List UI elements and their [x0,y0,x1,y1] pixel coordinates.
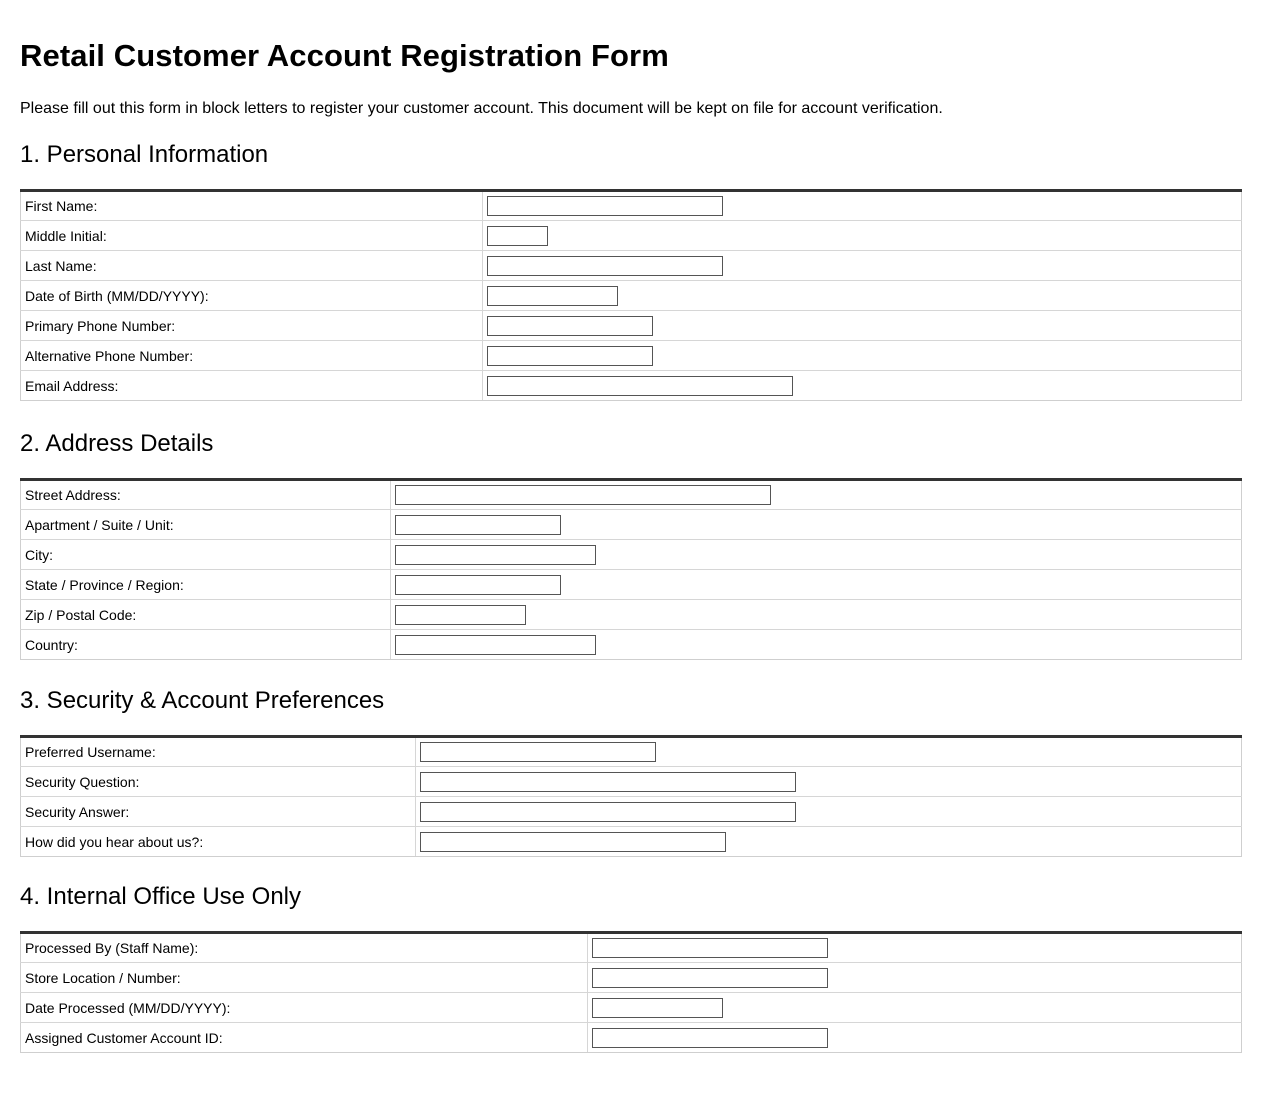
table-row [21,737,1242,767]
field-label: Security Question: [21,767,416,797]
store-location-field[interactable] [592,968,828,988]
table-row [21,933,1242,963]
field-label: Middle Initial: [21,221,483,251]
last-name-field[interactable] [487,256,723,276]
table-row [21,630,1242,660]
field-label: How did you hear about us?: [21,827,416,857]
table-row [21,281,1242,311]
table-row [21,510,1242,540]
field-label: Street Address: [21,480,391,510]
first-name-field[interactable] [487,196,723,216]
security-preferences-table [20,735,1242,857]
security-answer-field[interactable] [420,802,796,822]
table-row [21,480,1242,510]
street-address-field[interactable] [395,485,771,505]
country-field[interactable] [395,635,596,655]
field-label: Alternative Phone Number: [21,341,483,371]
section-heading-address-details: 2. Address Details [20,430,214,457]
apartment-unit-field[interactable] [395,515,561,535]
email-address-field[interactable] [487,376,793,396]
address-details-table [20,478,1242,660]
primary-phone-field[interactable] [487,316,653,336]
table-row [21,341,1242,371]
personal-information-table [20,189,1242,401]
field-label: Store Location / Number: [21,963,588,993]
field-label: State / Province / Region: [21,570,391,600]
section-heading-personal-information: 1. Personal Information [20,141,269,168]
customer-account-id-field[interactable] [592,1028,828,1048]
field-label: Email Address: [21,371,483,401]
table-row [21,600,1242,630]
field-label: Security Answer: [21,797,416,827]
table-row [21,1023,1242,1053]
field-label: City: [21,540,391,570]
table-row [21,797,1242,827]
date-of-birth-field[interactable] [487,286,618,306]
table-row [21,963,1242,993]
form-instructions: Please fill out this form in block letters to register your customer account. This document will be kept on file for account verification. [20,100,943,117]
field-label: Assigned Customer Account ID: [21,1023,588,1053]
field-label: First Name: [21,191,483,221]
postal-code-field[interactable] [395,605,526,625]
field-label: Processed By (Staff Name): [21,933,588,963]
page-title: Retail Customer Account Registration Form [20,38,669,73]
table-row [21,993,1242,1023]
date-processed-field[interactable] [592,998,723,1018]
table-row [21,221,1242,251]
section-heading-security-preferences: 3. Security & Account Preferences [20,687,385,714]
table-row [21,371,1242,401]
middle-initial-field[interactable] [487,226,548,246]
field-label: Zip / Postal Code: [21,600,391,630]
field-label: Date Processed (MM/DD/YYYY): [21,993,588,1023]
security-question-field[interactable] [420,772,796,792]
alternative-phone-field[interactable] [487,346,653,366]
table-row [21,540,1242,570]
field-label: Country: [21,630,391,660]
referral-source-field[interactable] [420,832,726,852]
table-row [21,767,1242,797]
field-label: Primary Phone Number: [21,311,483,341]
internal-office-table [20,931,1242,1053]
preferred-username-field[interactable] [420,742,656,762]
processed-by-field[interactable] [592,938,828,958]
field-label: Last Name: [21,251,483,281]
table-row [21,570,1242,600]
table-row [21,827,1242,857]
table-row [21,191,1242,221]
field-label: Apartment / Suite / Unit: [21,510,391,540]
section-heading-internal-office-use: 4. Internal Office Use Only [20,883,302,910]
table-row [21,251,1242,281]
state-region-field[interactable] [395,575,561,595]
field-label: Date of Birth (MM/DD/YYYY): [21,281,483,311]
table-row [21,311,1242,341]
field-label: Preferred Username: [21,737,416,767]
city-field[interactable] [395,545,596,565]
